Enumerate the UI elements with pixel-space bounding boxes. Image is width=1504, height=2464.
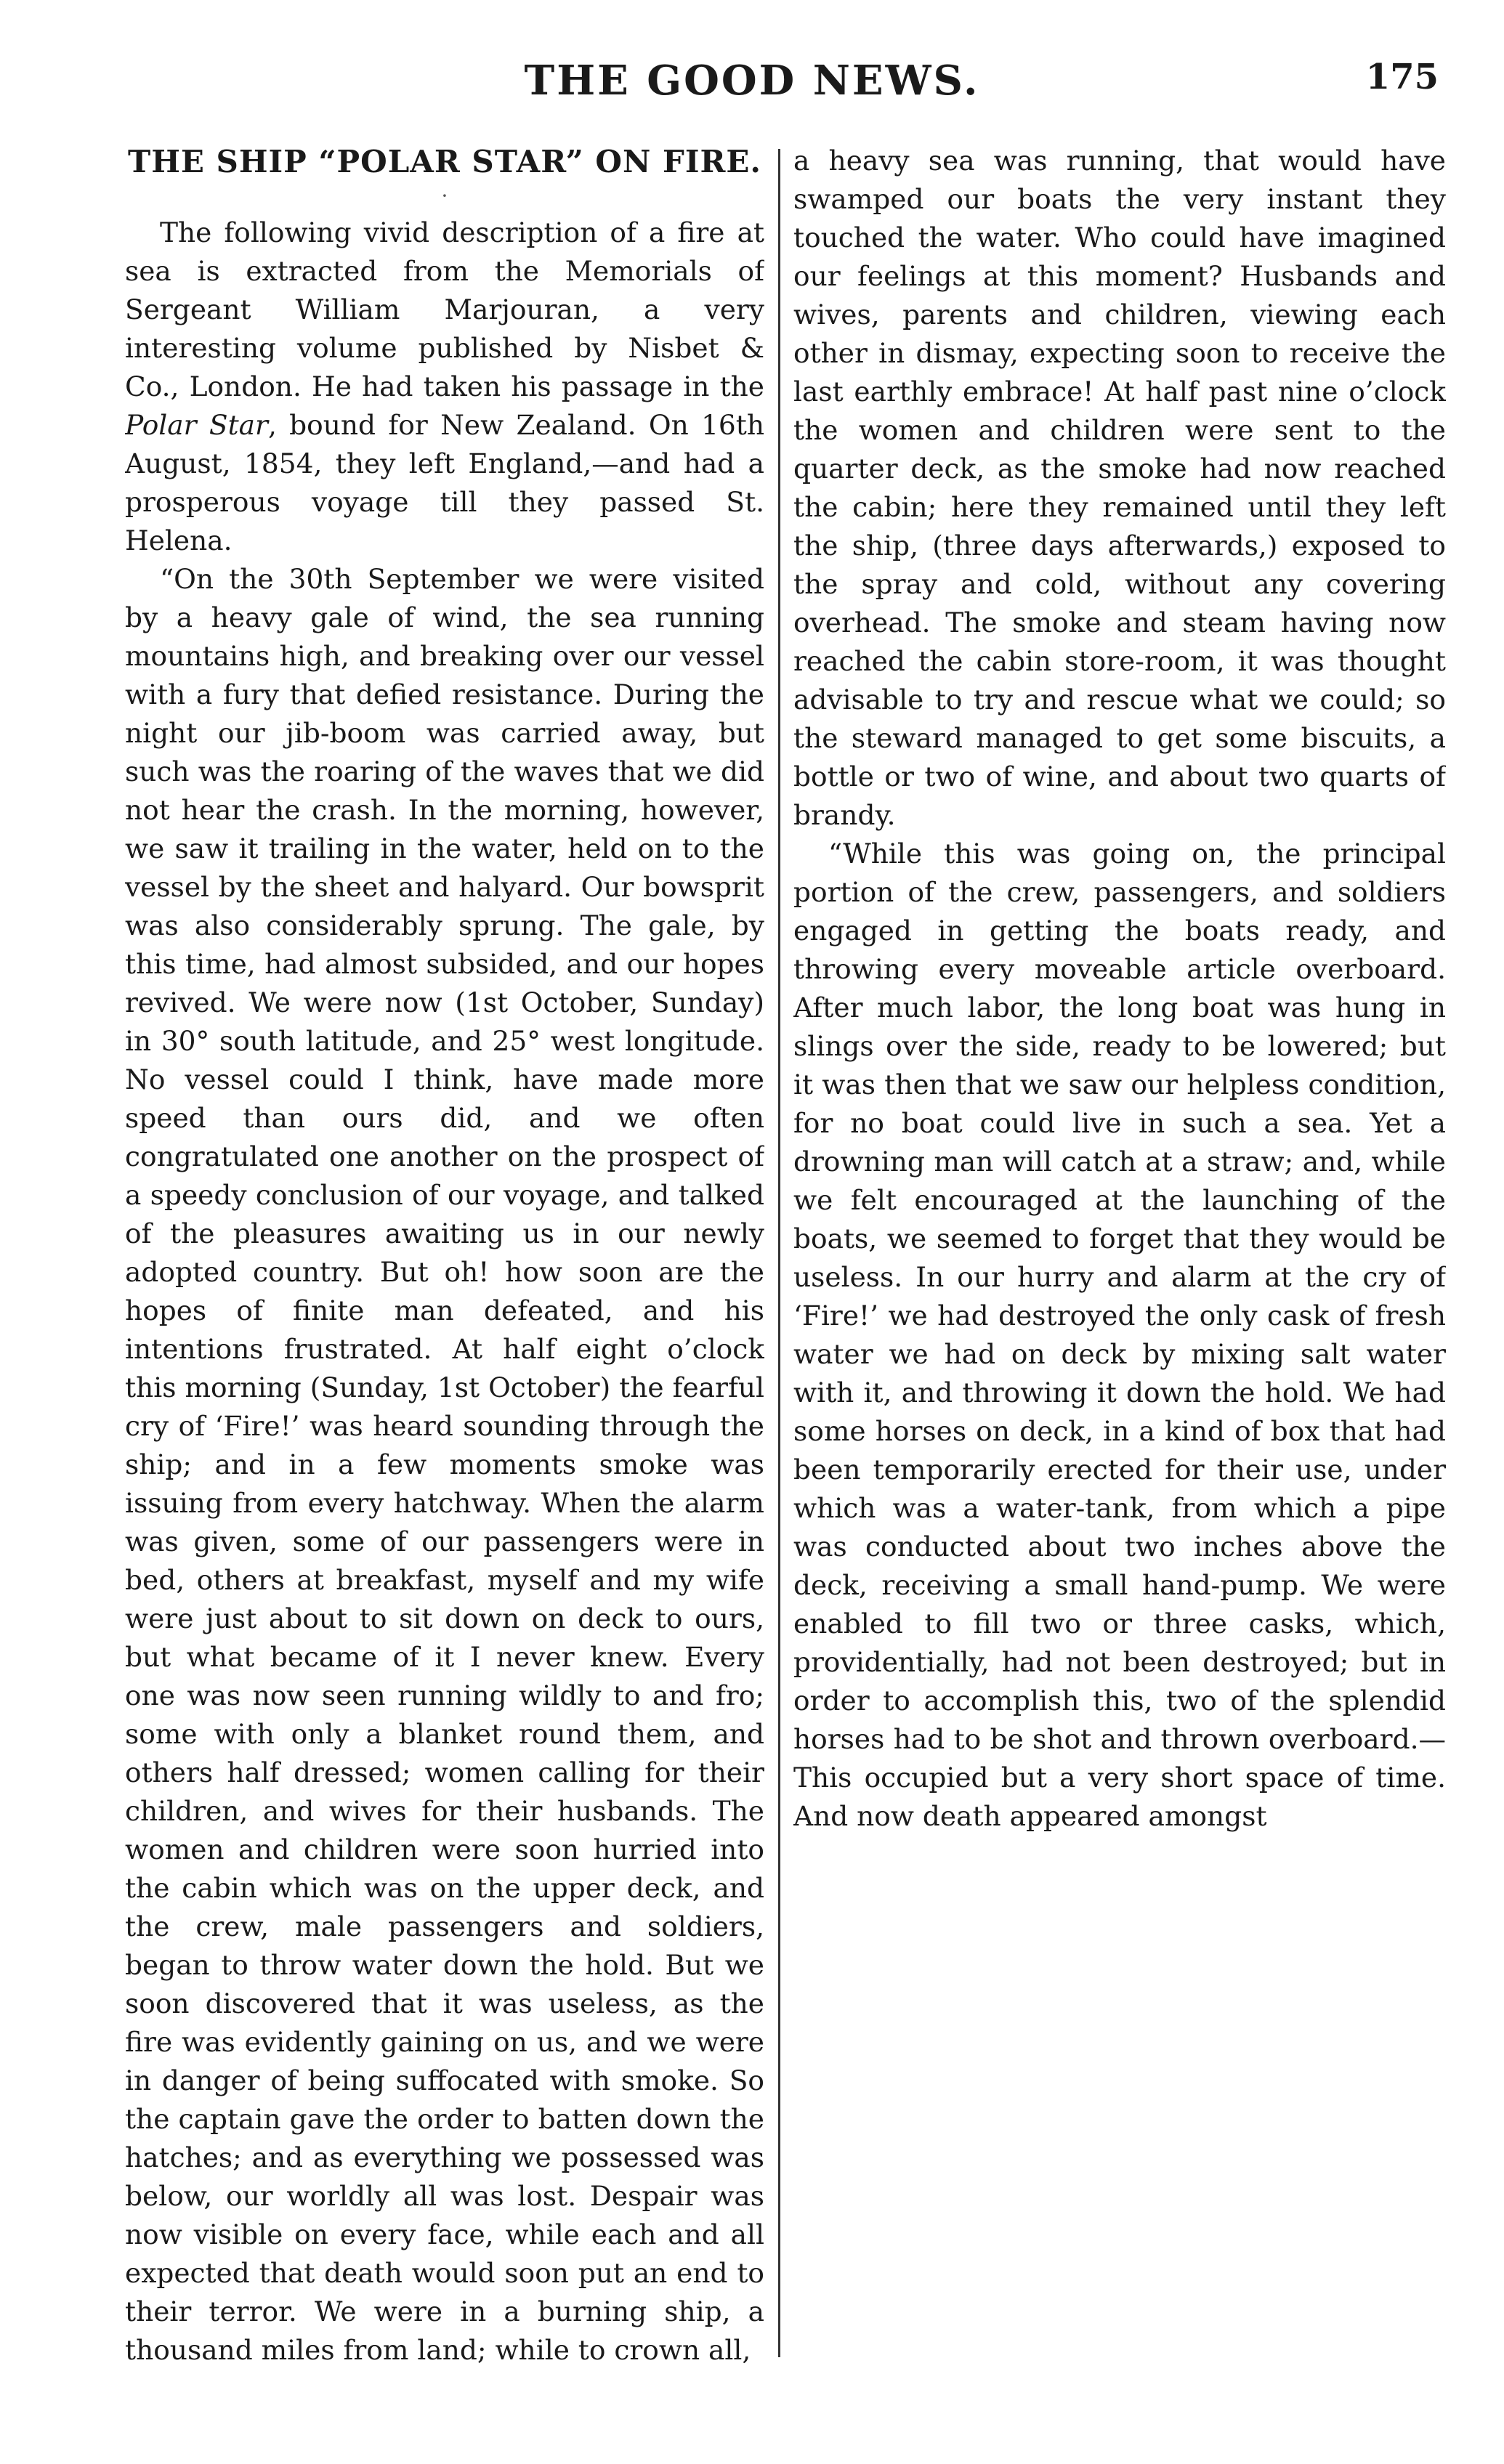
intro-text-before: The following vivid description of a fire at sea is extracted from the Memorials of Sergeant William Marjouran, a very interesting volume published by Nisbet & Co., London. He had taken his passage in the xyxy=(125,216,764,402)
column-divider xyxy=(778,149,780,2357)
intro-text-after: , bound for New Zealand. On 16th August, 1854, they left England,—and had a prosperous voyage till they passed St. Helena. xyxy=(125,409,764,556)
left-column xyxy=(125,142,764,2379)
narrative-paragraph-1-continued: a heavy sea was running, that would have swamped our boats the very instant they touched the water. Who could have imagined our feelings at this moment? Husbands and wives, parents and children, viewing each other in dismay, expecting soon to receive the last earthly embrace! At half past nine o’clock the women and children were sent to the quarter deck, as the smoke had now reached the cabin; here they remained until they left the ship, (three days afterwards,) exposed to the spray and cold, without any covering overhead. The smoke and steam having now reached the cabin store-room, it was thought advisable to try and rescue what we could; so the steward managed to get some biscuits, a bottle or two of wine, and about two quarts of brandy. xyxy=(793,145,1446,831)
narrative-paragraph-2: “While this was going on, the principal portion of the crew, passengers, and soldiers engaged in getting the boats ready, and throwing every moveable article overboard. After much labor, the long boat was hung in slings over the side, ready to be lowered; but it was then that we saw our helpless condition, for no boat could live in such a sea. Yet a drowning man will catch at a straw; and, while we felt encouraged at the launching of the boats, we seemed to forget that they would be useless. In our hurry and alarm at the cry of ‘Fire!’ we had destroyed the only cask of fresh water we had on deck by mixing salt water with it, and throwing it down the hold. We had some horses on deck, in a kind of box that had been temporarily erected for their use, under which was a water-tank, from which a pipe was conducted about two inches above the deck, receiving a small hand-pump. We were enabled to fill two or three casks, which, providentially, had not been destroyed; but in order to accomplish this, two of the splendid horses had to be shot and thrown overboard.—This occupied but a very short space of time. And now death appeared amongst xyxy=(793,838,1446,1832)
running-title: THE GOOD NEWS. xyxy=(524,57,980,105)
ship-name: Polar Star xyxy=(125,409,268,441)
right-column xyxy=(793,142,1446,2379)
intro-paragraph xyxy=(125,214,764,560)
page-number: 175 xyxy=(1365,57,1439,97)
narrative-paragraph-1: “On the 30th September we were visited by a heavy gale of wind, the sea running mountains high, and breaking over our vessel with a fury that defied resistance. During the night our jib-boom was carried away, but such was the roaring of the waves that we did not hear the crash. In the morning, however, we saw it trailing in the water, held on to the vessel by the sheet and halyard. Our bowsprit was also considerably sprung. The gale, by this time, had almost subsided, and our hopes revived. We were now (1st October, Sunday) in 30° south latitude, and 25° west longitude. No vessel could I think, have made more speed than ours did, and we often congratulated one another on the prospect of a speedy conclusion of our voyage, and talked of the pleasures awaiting us in our newly adopted country. But oh! how soon are the hopes of finite man defeated, and his intentions frustrated. At half eight o’clock this morning (Sunday, 1st October) the fearful cry of ‘Fire!’ was heard sounding through the ship; and in a few moments smoke was issuing from every hatchway. When the alarm was given, some of our passengers were in bed, others at breakfast, myself and my wife were just about to sit down on deck to ours, but what became of it I never knew. Every one was now seen running wildly to and fro; some with only a blanket round them, and others half dressed; women calling for their children, and wives for their husbands. The women and children were soon hurried into the cabin which was on the upper deck, and the crew, male passengers and soldiers, began to throw water down the hold. But we soon discovered that it was useless, as the fire was evidently gaining on us, and we were in danger of being suffocated with smoke. So the captain gave the order to batten down the hatches; and as everything we possessed was below, our worldly all was lost. Despair was now visible on every face, while each and all expected that death would soon put an end to their terror. We were in a burning ship, a thousand miles from land; while to crown all, xyxy=(125,563,764,2366)
title-separator: · xyxy=(441,184,448,208)
running-header xyxy=(0,57,1504,122)
article-title: THE SHIP “POLAR STAR” ON FIRE. xyxy=(127,144,762,179)
